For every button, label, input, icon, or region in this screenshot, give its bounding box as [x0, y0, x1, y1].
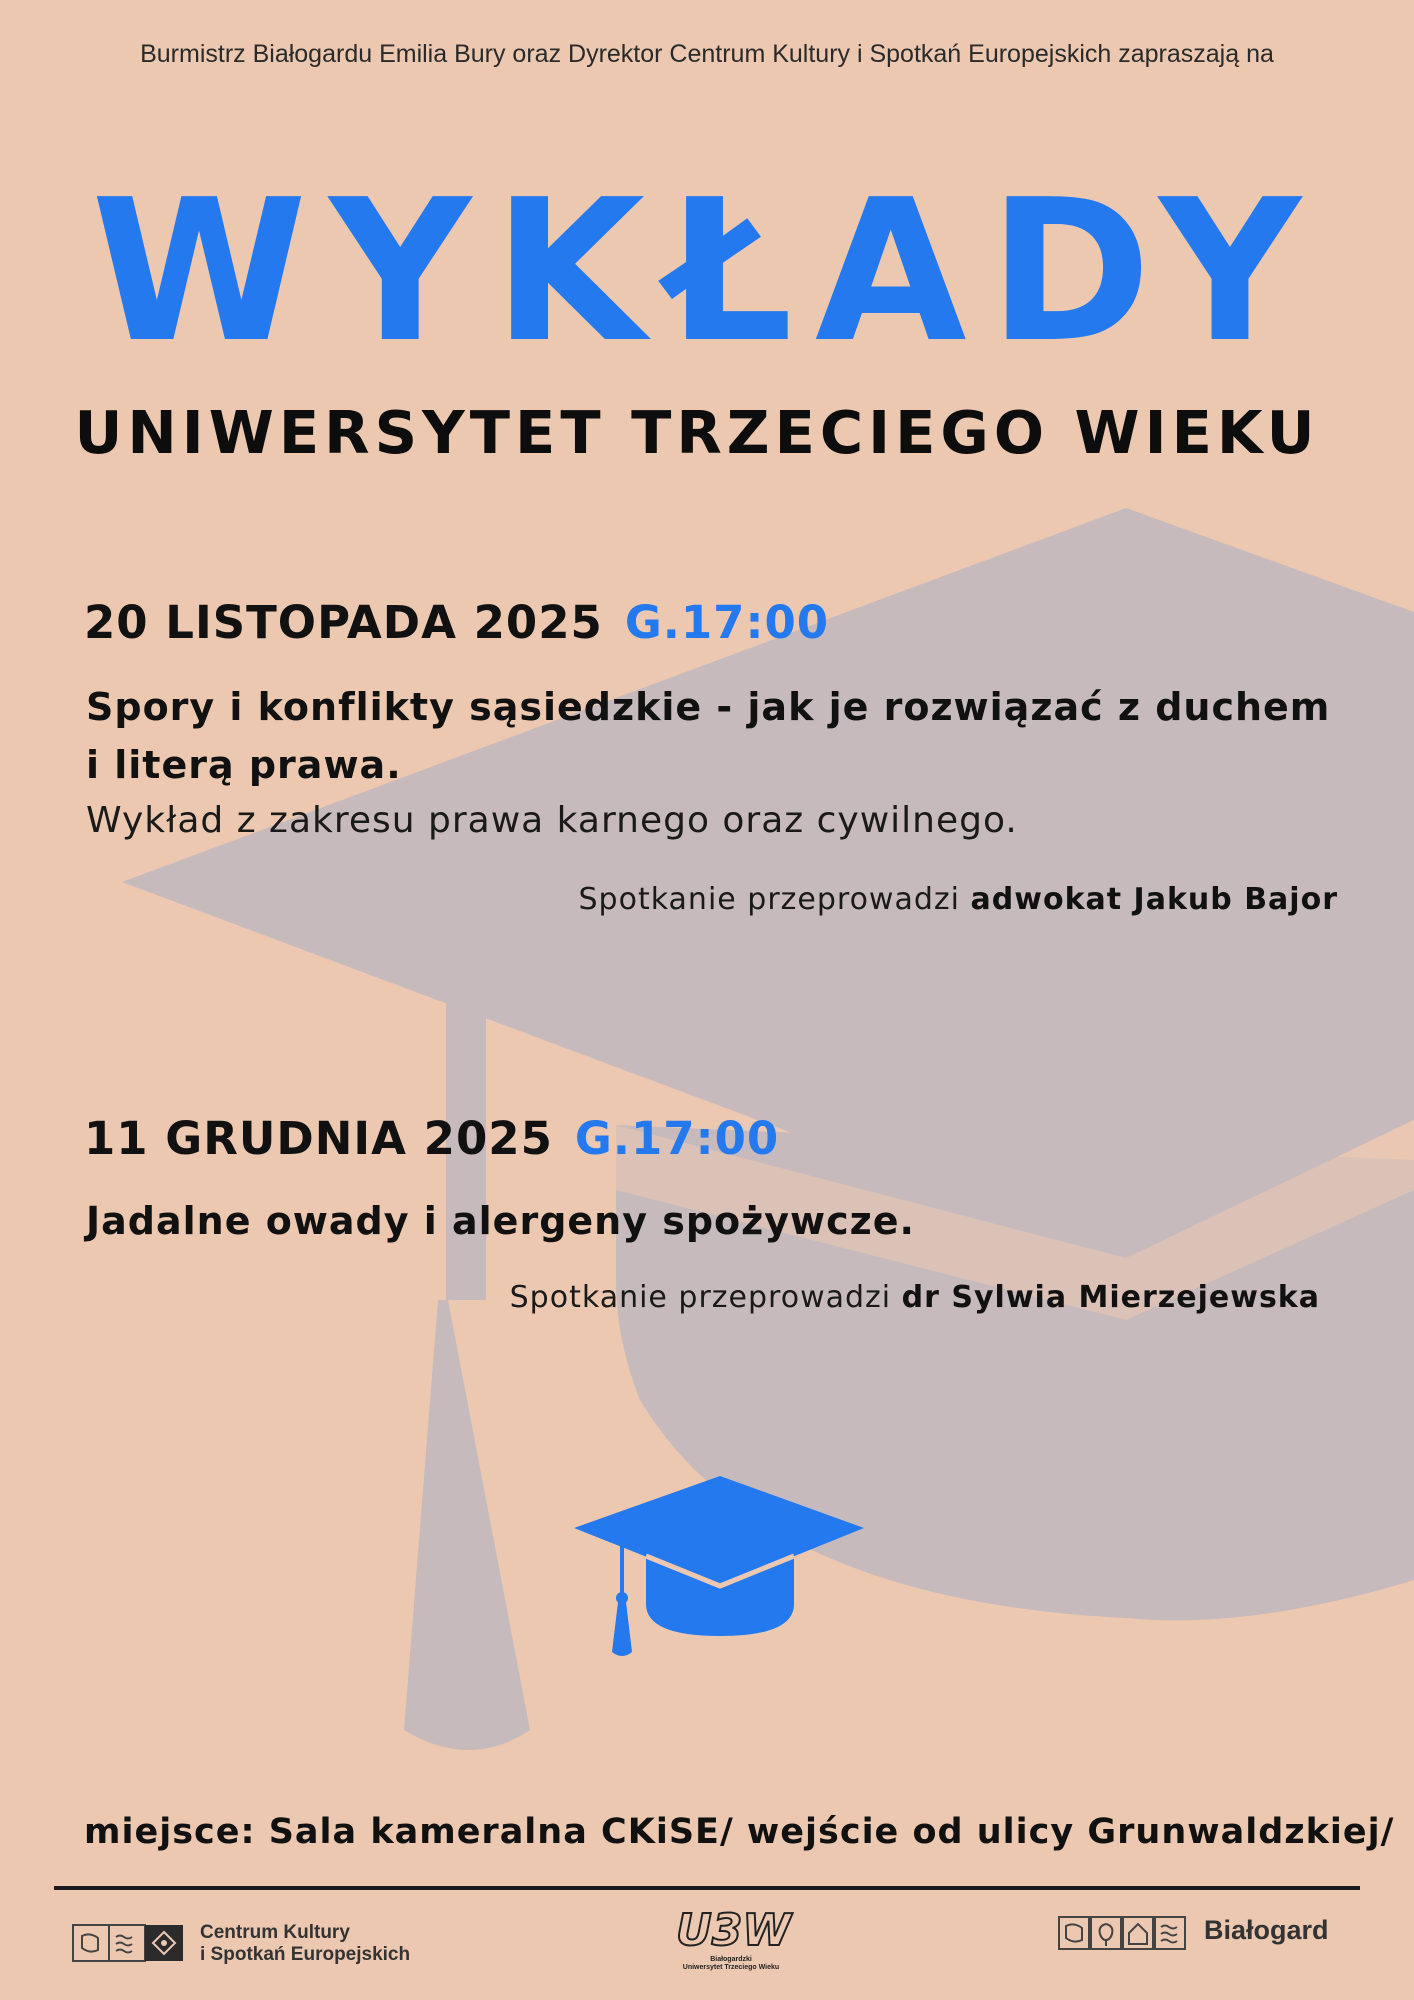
event-1-date: 20 LISTOPADA 2025 [84, 596, 603, 649]
event-2-presenter-name: dr Sylwia Mierzejewska [901, 1280, 1320, 1315]
event-2-time: G.17:00 [574, 1112, 780, 1165]
u3w-logo-line2: Uniwersytet Trzeciego Wieku [682, 1964, 780, 1971]
page-title: WYKŁADY [91, 158, 1323, 386]
centrum-kultury-line1: Centrum Kultury [200, 1922, 350, 1943]
centrum-kultury-logo-icon [72, 1924, 184, 1962]
u3w-logo-mark: U3W [676, 1905, 791, 1956]
event-1-presenter-name: adwokat Jakub Bajor [970, 882, 1338, 917]
graduation-cap-icon [572, 1474, 866, 1660]
event-1-time: G.17:00 [624, 596, 830, 649]
event-1-lecture-title: Spory i konflikty sąsiedzkie - jak je rozwiązać z duchem i literą prawa. [86, 685, 1331, 787]
bialogard-text: Białogard [1204, 1915, 1329, 1945]
event-2-date: 11 GRUDNIA 2025 [84, 1112, 553, 1165]
event-2-presenter-prefix: Spotkanie przeprowadzi [509, 1280, 892, 1315]
page-subtitle: UNIWERSYTET TRZECIEGO WIEKU [74, 398, 1320, 467]
centrum-kultury-line2: i Spotkań Europejskich [200, 1944, 411, 1965]
event-1-date-line [84, 596, 829, 649]
u3w-logo [676, 1905, 791, 1972]
location-text: miejsce: Sala kameralna CKiSE/ wejście od ulicy Grunwaldzkiej/ [84, 1812, 1395, 1852]
invitation-text: Burmistrz Białogardu Emilia Bury oraz Dyrektor Centrum Kultury i Spotkań Europejskich zapraszają na [140, 40, 1274, 68]
event-1-presenter-prefix: Spotkanie przeprowadzi [578, 882, 960, 917]
event-2-date-line [84, 1112, 779, 1165]
event-1-presenter [579, 882, 1339, 917]
footer-divider [54, 1886, 1360, 1890]
event-2-presenter [510, 1280, 1320, 1315]
event-1-description: Wykład z zakresu prawa karnego oraz cywilnego. [86, 800, 1018, 841]
bialogard-logo-icon [1058, 1916, 1188, 1950]
event-2-lecture-title: Jadalne owady i alergeny spożywcze. [86, 1199, 915, 1243]
u3w-logo-line1: Białogardzki [710, 1956, 752, 1963]
